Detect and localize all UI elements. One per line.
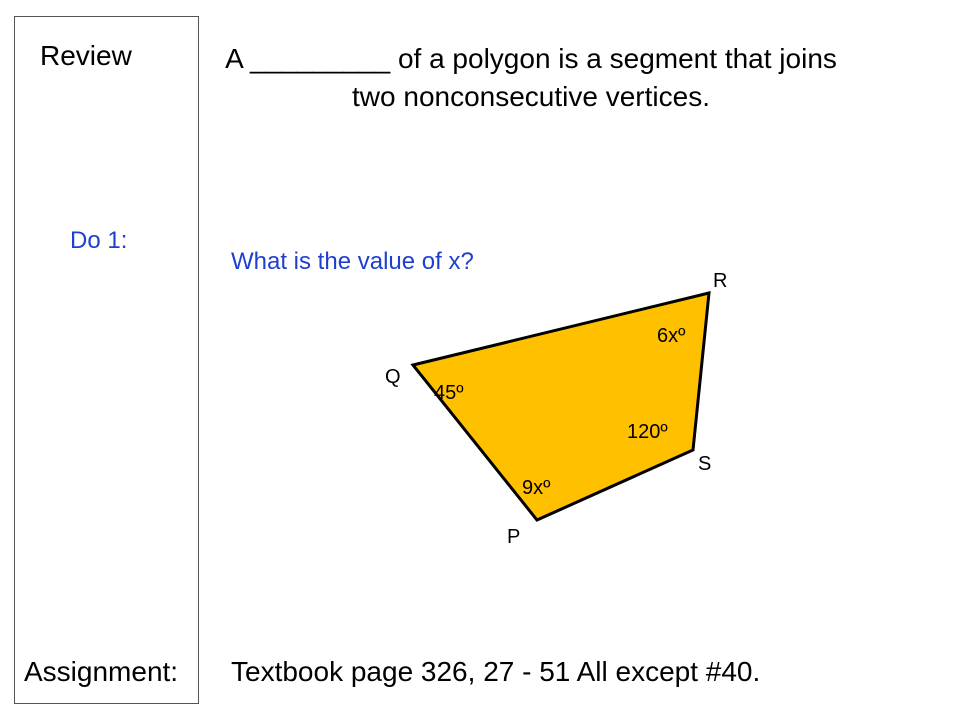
review-label: Review [40,40,132,71]
review-question: A _________ of a polygon is a segment that joins two nonconsecutive vertices. [225,43,837,112]
vertex-label-p: P [507,526,521,548]
vertex-label-s: S [698,453,712,475]
angle-label-q: 45º [434,382,464,404]
assignment-text: Textbook page 326, 27 - 51 All except #40. [231,656,761,687]
do1-prompt: What is the value of x? [231,248,474,275]
do1-label: Do 1: [70,227,128,254]
angle-label-p: 9xº [522,477,551,499]
angle-label-s: 120º [627,421,668,443]
assignment-label: Assignment: [24,656,179,687]
vertex-label-r: R [713,270,728,292]
vertex-label-q: Q [385,366,401,388]
angle-label-r: 6xº [657,325,686,347]
